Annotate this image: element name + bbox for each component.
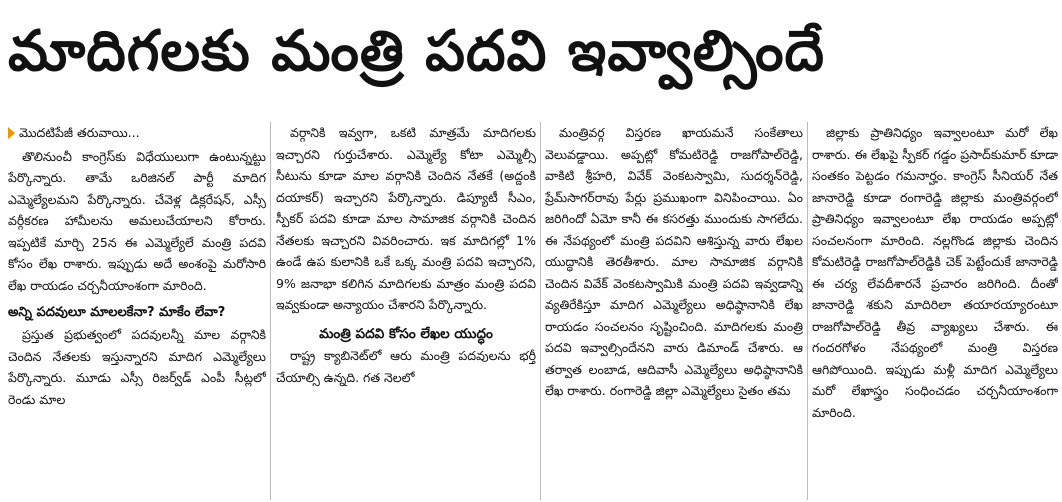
column-divider — [807, 122, 808, 500]
kicker — [8, 122, 266, 144]
column-1 — [8, 122, 266, 502]
column-divider — [540, 122, 541, 500]
kicker-text: మొదటిపేజీ తరువాయి... — [19, 125, 140, 140]
subheading: మంత్రి పదవి కోసం లేఖల యుద్ధం — [319, 325, 493, 342]
paragraph: వర్గానికి ఇవ్వగా, ఒకటి మాత్రమే మాదిగలకు ఇచ్చారని గుర్తుచేశారు. ఎమ్మెల్యే కోటా ఎమ్మెల్సీ సీటును కూడా మాల వర్గానికి చెందిన నేతకే (అద్దంకి దయాకర్) ఇచ్చారని పేర్కొన్నారు. డిప్యూటీ సీఎం, స్పీకర్ పదవి కూడా మాల సామాజిక వర్గానికి చెందిన నేతలకు ఇచ్చారని వివరించారు. ఇక మాదిగల్లో 1% ఉండే ఉప కులానికి ఒకే ఒక్క మంత్రి పదవి ఇచ్చారని, 9% జనాభా కలిగిన మాదిగలకు మాత్రం మంత్రి పదవి ఇవ్వకుండా అన్యాయం చేశారని పేర్కొన్నారు. — [276, 125, 536, 312]
arrow-right-icon — [8, 127, 15, 139]
subheading: అన్ని పదవులూ మాలలకేనా? మాకేం లేవా? — [8, 305, 226, 320]
headline: మాదిగలకు మంత్రి పదవి ఇవ్వాల్సిందే — [8, 19, 826, 84]
paragraph: మంత్రివర్గ విస్తరణ ఖాయమనే సంకేతాలు వెలువడ్డాయి. అప్పట్లో కోమటిరెడ్డి రాజగోపాల్‌రెడ్డి, వాకిటి శ్రీహరి, వివేక్ వెంకటస్వామి, సుదర్శన్‌రెడ్డి, ప్రేమ్‌సాగర్‌రావు పేర్లు ప్రముఖంగా వినిపించాయి. ఏం జరిగిందో ఏమో కానీ ఈ కసరత్తు ముందుకు సాగలేదు. ఈ నేపథ్యంలో మంత్రి పదవిని ఆశిస్తున్న వారు లేఖల యుద్ధానికి తెరతీశారు. మాల సామాజిక వర్గానికి చెందిన వివేక్ వెంకటస్వామికి మంత్రి పదవి ఇవ్వడాన్ని వ్యతిరేకిస్తూ మాదిగ ఎమ్మెల్యేలు అధిష్ఠానానికి లేఖ రాయడం సంచలనం సృష్టించింది. మాదిగలకు మంత్రి పదవి ఇవ్వాల్సిందేనని వారు డిమాండ్ చేశారు. ఆ తర్వాత లంబాడ, ఆదివాసీ ఎమ్మెల్యేలు అధిష్ఠానానికి లేఖ రాశారు. రంగారెడ్డి జిల్లా ఎమ్మెల్యేలు సైతం తమ — [545, 125, 803, 398]
column-3 — [545, 122, 803, 502]
column-divider — [270, 122, 271, 500]
paragraph: ప్రస్తుత ప్రభుత్వంలో పదవులన్నీ మాల వర్గానికి చెందిన నేతలకు ఇస్తున్నారని మాదిగ ఎమ్మెల్యేలు పేర్కొన్నారు. మూడు ఎస్సీ రిజర్వ్‌డ్ ఎంపీ సీట్లలో రెండు మాల — [8, 327, 266, 407]
column-4 — [812, 122, 1058, 502]
paragraph: జిల్లాకు ప్రాతినిధ్యం ఇవ్వాలంటూ మరో లేఖ రాశారు. ఈ లేఖపై స్పీకర్ గడ్డం ప్రసాద్‌కుమార్ కూడా సంతకం పెట్టడం గమనార్హం. కాంగ్రెస్ సీనియర్ నేత జానారెడ్డి కూడా రంగారెడ్డి జిల్లాకు మంత్రివర్గంలో ప్రాతినిధ్యం ఇవ్వాలంటూ లేఖ రాయడం అప్పట్లో సంచలనంగా మారింది. నల్లగొండ జిల్లాకు చెందిన కోమటిరెడ్డి రాజగోపాల్‌రెడ్డికి చెక్ పెట్టేందుకే జానారెడ్డి ఈ చర్య లేవదీశారనే ప్రచారం జరిగింది. దీంతో జానారెడ్డి శకుని మాదిరిలా తయారయ్యారంటూ రాజగోపాల్‌రెడ్డి తీవ్ర వ్యాఖ్యలు చేశారు. ఈ గందరగోళం నేపథ్యంలో మంత్రి విస్తరణ ఆగిపోయింది. ఇప్పుడు మళ్లీ మాదిగ ఎమ్మెల్యేలు మరో లేఖాస్త్రం సంధించడం చర్చనీయాంశంగా మారింది. — [812, 125, 1058, 420]
column-2 — [276, 122, 536, 502]
paragraph: తొలినుంచీ కాంగ్రెస్‌కు విధేయులుగా ఉంటున్నట్టు పేర్కొన్నారు. తామే ఒరిజినల్ పార్టీ మాదిగ ఎమ్మెల్యేలమని పేర్కొన్నారు. చేవెళ్ల డిక్లరేషన్, ఎస్సీ వర్గీకరణ హామీలను అమలుచేయాలని కోరారు. ఇప్పటికే మార్చి 25న ఈ ఎమ్మెల్యేలే మంత్రి పదవి కోసం లేఖ రాశారు. ఇప్పుడు అదే అంశంపై మరోసారి లేఖ రాయడం చర్చనీయాంశంగా మారింది. — [8, 148, 266, 293]
paragraph: రాష్ట్ర క్యాబినెట్‌లో ఆరు మంత్రి పదవులను భర్తీ చేయాల్సి ఉన్నది. గత నెలలో — [276, 348, 536, 385]
